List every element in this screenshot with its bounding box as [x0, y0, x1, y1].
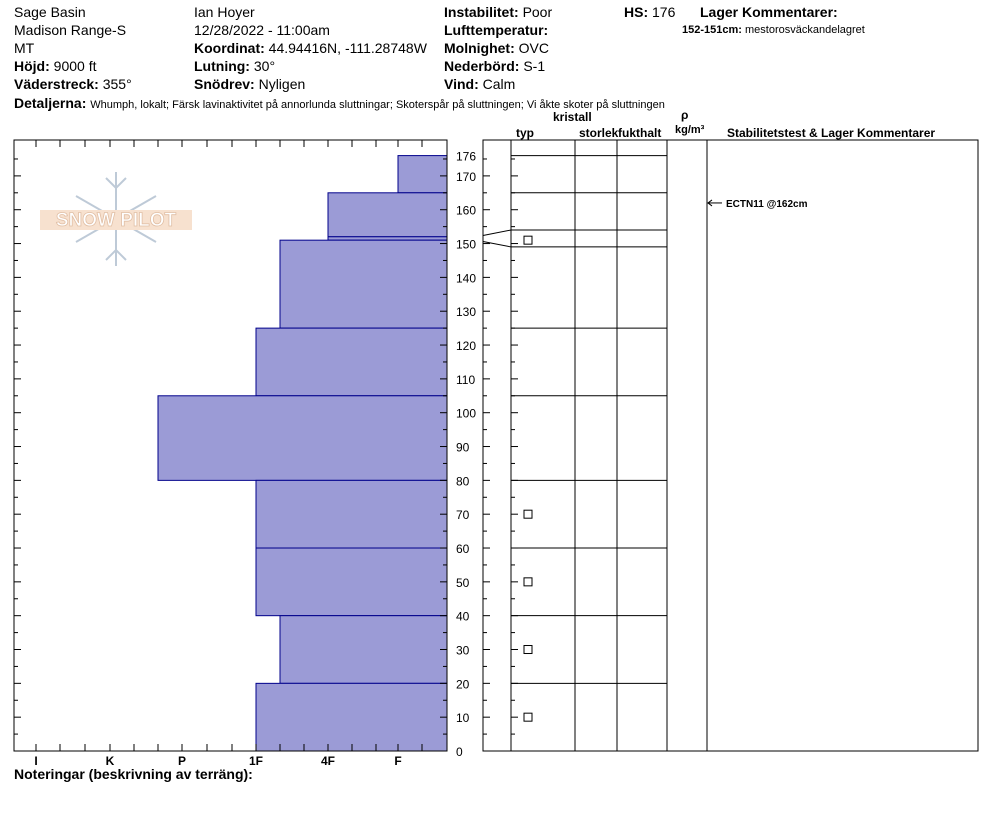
depth-tick-label: 130: [456, 305, 477, 320]
hs-value: 176: [652, 4, 676, 20]
details-text: Whumph, lokalt; Färsk lavinaktivitet på annorlunda sluttningar; Skoterspår på sluttningen; Vi åkte skoter på sluttningen: [90, 99, 665, 111]
depth-tick-label: 0: [456, 745, 463, 759]
logo-text: SNOW PILOT: [55, 210, 177, 231]
depth-tick-label: 140: [456, 271, 477, 286]
hardness-layer-bar: [328, 193, 447, 237]
sky-value: OVC: [518, 40, 549, 56]
aspect-value: 355°: [102, 76, 132, 92]
observer: Ian Hoyer: [194, 4, 255, 20]
col-stability: Stabilitetstest & Lager Kommentarer: [727, 126, 936, 140]
depth-tick-label: 70: [456, 508, 470, 523]
depth-tick-label: 30: [456, 643, 470, 658]
drift-value: Nyligen: [258, 76, 306, 92]
hardness-tick-label: K: [105, 754, 115, 768]
stability-value: Poor: [522, 4, 553, 20]
hardness-layer-bar: [256, 480, 447, 548]
depth-tick-label: 100: [456, 406, 477, 421]
table-frame: [483, 140, 978, 751]
depth-tick-label: 20: [456, 677, 470, 692]
depth-tick-label: 110: [456, 372, 476, 387]
airtemp-label: Lufttemperatur:: [444, 22, 549, 38]
stability-test-label: ECTN11 @162cm: [726, 198, 808, 210]
aspect-label: Väderstreck:: [14, 76, 99, 92]
location: Sage Basin: [14, 4, 86, 20]
snowpilot-logo: [40, 172, 192, 266]
layer-connector-line: [483, 230, 511, 235]
coord-label: Koordinat:: [194, 40, 265, 56]
crystal-type-marker: [524, 713, 532, 721]
stability-label: Instabilitet:: [444, 4, 519, 20]
wind-label: Vind:: [444, 76, 479, 92]
hardness-tick-label: 4F: [320, 754, 336, 768]
depth-tick-label: 50: [456, 575, 470, 590]
hardness-tick-label: F: [394, 754, 402, 768]
depth-tick-label: 10: [456, 711, 470, 726]
hardness-layer-bar: [158, 396, 447, 481]
depth-tick-label: 160: [456, 203, 477, 218]
hardness-layer-bar: [328, 237, 447, 240]
hardness-layer-bar: [280, 240, 447, 328]
crystal-type-marker: [524, 646, 532, 654]
col-crystal: kristall: [553, 110, 592, 124]
hardness-tick-label: I: [34, 754, 38, 768]
elevation-label: Höjd:: [14, 58, 50, 74]
layer-comments-label: Lager Kommentarer:: [700, 4, 838, 20]
hs-label: HS:: [624, 4, 649, 20]
layer-comment-text: mestorosväckandelagret: [745, 24, 865, 36]
details-label: Detaljerna:: [14, 95, 87, 111]
sky-label: Molnighet:: [444, 40, 515, 56]
col-moisture: fukthalt: [618, 126, 662, 140]
col-type: typ: [516, 126, 534, 140]
crystal-type-marker: [524, 236, 532, 244]
col-density-unit: kg/m³: [675, 124, 705, 136]
range: Madison Range-S: [14, 22, 127, 38]
layer-comment-range: 152-151cm:: [682, 24, 742, 36]
precip-label: Nederbörd:: [444, 58, 520, 74]
hardness-tick-label: P: [177, 754, 187, 768]
depth-tick-label: 170: [456, 169, 477, 184]
depth-tick-label: 80: [456, 474, 470, 489]
state: MT: [14, 40, 35, 56]
depth-tick-label: 90: [456, 440, 470, 455]
hardness-layer-bar: [256, 328, 447, 396]
hardness-layer-bar: [256, 683, 447, 751]
col-rho: ρ: [681, 108, 689, 122]
slope-value: 30°: [253, 58, 276, 74]
coord-value: 44.94416N, -111.28748W: [268, 40, 427, 56]
slope-label: Lutning:: [194, 58, 250, 74]
datetime: 12/28/2022 - 11:00am: [194, 22, 330, 38]
hardness-layer-bar: [280, 616, 447, 684]
drift-label: Snödrev:: [194, 76, 255, 92]
hardness-tick-label: 1F: [248, 754, 264, 768]
hardness-layer-bar: [256, 548, 447, 616]
crystal-type-marker: [524, 510, 532, 518]
wind-value: Calm: [482, 76, 516, 92]
elevation-value: 9000 ft: [53, 58, 97, 74]
crystal-type-marker: [524, 578, 532, 586]
precip-value: S-1: [523, 58, 546, 74]
depth-tick-label: 40: [456, 609, 470, 624]
depth-tick-label: 176: [456, 149, 477, 164]
depth-tick-label: 120: [456, 339, 477, 354]
col-size: storlek: [579, 126, 619, 140]
depth-tick-label: 60: [456, 542, 470, 557]
layer-connector-line: [483, 241, 511, 246]
hardness-layer-bar: [398, 156, 447, 193]
depth-tick-label: 150: [456, 237, 477, 252]
notes-label: Noteringar (beskrivning av terräng):: [14, 766, 253, 782]
